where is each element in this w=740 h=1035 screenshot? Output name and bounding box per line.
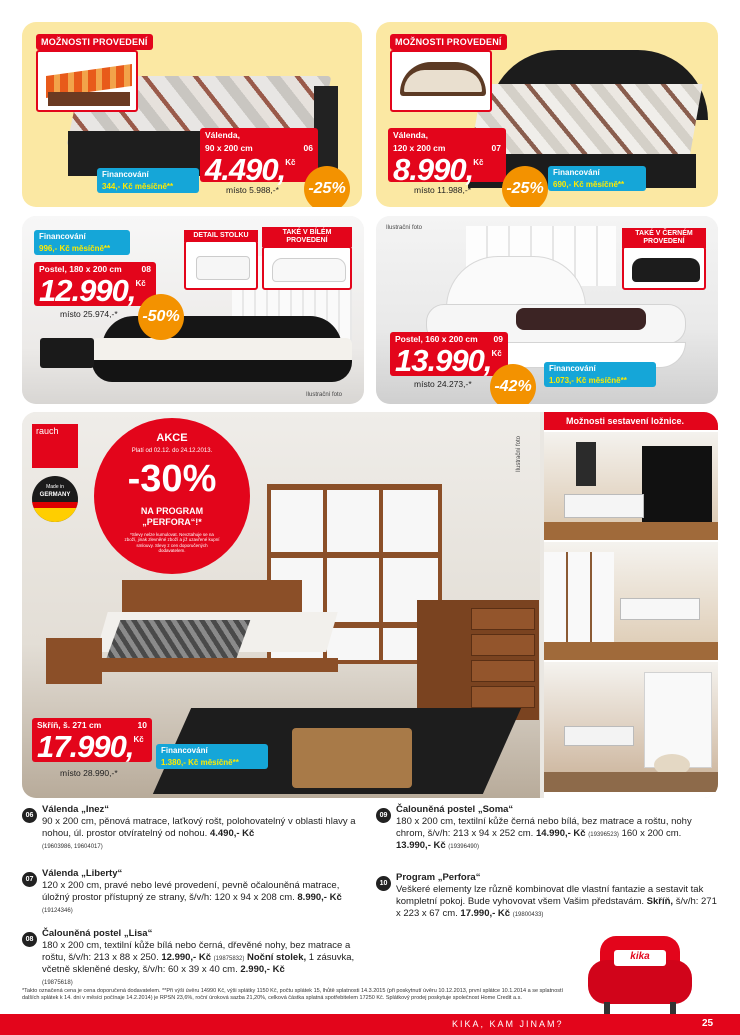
product-number: 08 [141,264,151,274]
promo-conditions: *Slevy nelze kumulovat. Nevztahuje se na zboží, jinak zlevněné zboží a již uzavřené kupní smlouvy. Slevy z cen doporučených dodavatelem. [124,532,220,554]
item-number-08: 08 [22,932,37,947]
black-variant-thumbnail [622,246,706,290]
options-column [544,412,718,798]
page-number: 25 [702,1018,714,1029]
financing-value: 344,- Kč měsíčně** [97,181,199,193]
description-title: Válenda „Liberty“ [42,868,123,879]
financing-title: Financování [34,230,130,243]
country-label: GERMANY [39,492,71,498]
product-number: 07 [491,142,501,153]
made-in-label: Made in [46,484,64,490]
dresser-image [417,600,539,720]
price-currency: Kč [285,157,296,167]
chair-logo: kika [630,951,650,962]
description-price: 17.990,- Kč [460,907,511,919]
original-price: místo 5.988,-* [226,185,279,195]
variant-code: (19396490) [448,843,479,850]
original-price: místo 25.974,-* [60,309,118,319]
detail-label: DETAIL STOLKU [184,230,258,242]
item-number-06: 06 [22,808,37,823]
footer-bar [0,1014,740,1035]
nightstand-price: 2.990,- Kč [240,963,285,975]
financing-value: 1.380,- Kč měsíčně** [156,757,268,769]
promo-dates: Platí od 02.12. do 24.12.2013. [131,448,213,454]
variant-price: 13.990,- Kč [396,839,446,851]
wardrobe-label: Skříň, [646,895,674,907]
brand-name: rauch [36,426,59,436]
financing-title: Financování [544,362,656,375]
price-value: 4.490, [205,151,286,187]
description-price: 4.490,- Kč [209,827,255,839]
description-price: 14.990,- Kč [535,827,586,839]
financing-box [544,362,656,387]
product-number: 06 [303,142,313,153]
wardrobe-text: š/v/h: 271 x 223 x 67 cm. [396,895,717,919]
description-text: 180 x 200 cm, textilní kůže bílá nebo černá, dřevěné nohy, bez matrace a roštu, š/v/h: 213 x 88 x 250. [42,939,351,963]
price-box [34,262,156,306]
armchair-image [588,936,692,1014]
illustration-note: Ilustrační foto [306,392,343,398]
illustration-note: Ilustrační foto [386,225,423,231]
price-box [32,718,152,762]
product-name: Postel, 160 x 200 cm [395,334,478,344]
description-code: (19396523) [588,831,619,838]
price-box [200,128,318,187]
illustration-note: Ilustrační foto [516,435,522,472]
description-code: (19875832) [213,955,245,962]
detail-thumbnail [184,240,258,290]
original-price: místo 11.988,-* [414,185,472,195]
description-code: (19800433) [512,911,544,918]
description-08 [42,928,368,987]
options-label: MOŽNOSTI PROVEDENÍ [390,34,507,50]
option-photo-2 [544,542,718,660]
white-variant-label: TAKÉ V BÍLÉM PROVEDENÍ [262,227,352,247]
product-panel-06 [22,22,362,207]
price-box [390,332,508,376]
description-text: 180 x 200 cm, textilní kůže černá nebo bílá, bez matrace a roštu, nohy chrom, š/v/h: 213 x 94 x 252 cm. [396,815,692,839]
description-text: 90 x 200 cm, pěnová matrace, laťkový rošt, polohovatelný v oblasti hlavy a nohou, úl. prostor otvíratelný od nohou. [42,815,356,839]
price-currency: Kč [133,734,144,744]
price-currency: Kč [473,157,484,167]
financing-title: Financování [156,744,268,757]
product-panel-08 [22,216,364,404]
promo-percent: -30% [127,458,217,500]
bed-image [92,316,352,386]
description-09 [396,804,718,852]
description-text: Veškeré elementy lze různě kombinovat dle vlastní fantazie a sestavit tak kompletní pokoj. Bude vyhovovat všem Vašim představám. [396,883,704,907]
financing-box [548,166,646,191]
promo-badge [94,418,250,574]
footer-slogan: KIKA, KAM JINAM? [452,1019,564,1029]
financing-title: Financování [97,168,199,181]
product-panel-10 [22,412,718,798]
discount-badge: -25% [502,166,548,207]
description-title: Čalouněná postel „Soma“ [396,804,514,815]
product-number: 09 [493,334,503,344]
made-in-germany-badge [32,476,78,522]
price-value: 13.990, [395,342,492,378]
price-currency: Kč [135,278,146,288]
description-07 [42,868,368,916]
description-price: 12.990,- Kč [161,951,212,963]
product-name: Válenda, [393,130,428,140]
product-name: Skříň, š. 271 cm [37,720,102,730]
footnote: *Takto označená cena je cena doporučená dodavatelem. **Při výši úvěru 14990 Kč, výši splátky 1150 Kč, počtu splátek 15, lhůtě splatnosti 14.3.2015 (při poskytnutí úvěru 10.12.2013, první splátce 10.1.2014 a se splatností dalších splátek k 14. dni v měsíci počínaje 14.2.2014) je RPSN 23,6%, roční úroková sazba 21,20%, celková částka splatná spotřebitelem 17250 Kč. Splátkový prodej poskytuje společnost Home Credit a.s. [22,988,564,1002]
variant-text: 160 x 200 cm. [621,827,682,839]
price-value: 12.990, [39,272,136,308]
options-thumbnail [390,50,492,112]
black-variant-label: TAKÉ V ČERNÉM PROVEDENÍ [622,228,706,248]
price-value: 8.990, [393,151,474,187]
description-10 [396,872,718,920]
original-price: místo 24.273,-* [414,379,472,389]
financing-box [34,230,130,255]
financing-box [156,744,268,769]
nightstand-text: 1 zásuvka, včetně skleněné desky, š/v/h: 60 x 39 x 40 cm. [42,951,355,975]
bed-image [102,580,342,690]
price-currency: Kč [491,348,502,358]
description-06 [42,804,368,852]
description-text: 120 x 200 cm, pravé nebo levé provedení, pevně očalouněná matrace, úložný prostor přístupný ze strany, š/v/h: 120 x 94 x 208 cm. [42,879,340,903]
promo-line2: „PERFORA“!* [142,517,202,527]
product-number: 10 [137,720,147,730]
product-panel-07 [376,22,718,207]
product-size: 120 x 200 cm [393,142,446,153]
item-number-10: 10 [376,876,391,891]
product-name: Válenda, [205,130,240,140]
description-title: Čalouněná postel „Lisa“ [42,928,153,939]
options-title: Možnosti sestavení ložnice. [544,412,718,430]
option-photo-1 [544,432,718,540]
product-panel-09 [376,216,718,404]
financing-box [97,168,199,193]
description-title: Válenda „Inez“ [42,804,110,815]
brand-logo [32,424,78,468]
product-size: 90 x 200 cm [205,142,253,153]
nightstand-label: Noční stolek, [247,951,307,963]
nightstand-code: (19875618) [42,979,73,986]
options-thumbnail [36,50,138,112]
description-title: Program „Perfora“ [396,872,481,883]
item-number-07: 07 [22,872,37,887]
price-box [388,128,506,187]
promo-title: AKCE [156,432,188,444]
description-price: 8.990,- Kč [297,891,342,903]
financing-value: 690,- Kč měsíčně** [548,179,646,191]
product-name: Postel, 180 x 200 cm [39,264,122,274]
original-price: místo 28.990,-* [60,768,118,778]
financing-value: 1.073,- Kč měsíčně** [544,375,656,387]
financing-value: 996,- Kč měsíčně** [34,243,130,255]
discount-badge: -25% [304,166,350,207]
discount-badge: -42% [490,364,536,404]
promo-line1: NA PROGRAM [140,506,204,516]
price-value: 17.990, [37,728,134,764]
item-number-09: 09 [376,808,391,823]
description-code: (19124346) [42,907,73,914]
options-label: MOŽNOSTI PROVEDENÍ [36,34,153,50]
option-photo-3 [544,662,718,792]
financing-title: Financování [548,166,646,179]
description-code: (19603986, 19604017) [42,843,103,850]
white-variant-thumbnail [262,246,352,290]
discount-badge: -50% [138,294,184,340]
